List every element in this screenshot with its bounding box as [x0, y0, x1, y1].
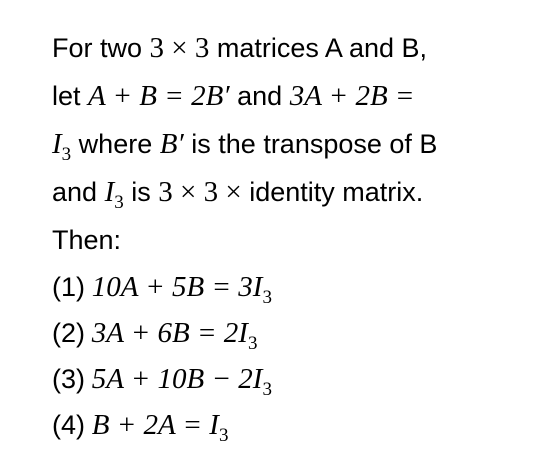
math-subscript: 3 — [114, 192, 124, 213]
option-expression: 10A + 5B = 3I — [91, 271, 263, 303]
math-expression: B′ — [159, 128, 184, 160]
option-label: (1) — [52, 272, 85, 302]
text: and — [52, 177, 105, 207]
option-1[interactable] — [52, 264, 532, 310]
math-identity-symbol: I — [104, 176, 115, 208]
math-expression: 3A + 2B = — [289, 80, 415, 112]
math-expression: A + B = 2B′ — [88, 80, 230, 112]
math-subscript: 3 — [218, 425, 229, 446]
option-label: (2) — [52, 318, 85, 348]
text: matrices A and B, — [209, 33, 427, 63]
option-3[interactable] — [52, 356, 532, 402]
text: For two — [52, 33, 150, 63]
math-subscript: 3 — [262, 379, 272, 400]
math-expression: 3 × 3 × — [158, 176, 242, 208]
math-expression: 3 × 3 — [149, 32, 210, 64]
math-subscript: 3 — [247, 333, 258, 354]
option-expression: B + 2A = I — [91, 409, 219, 441]
text: where — [71, 129, 160, 159]
math-identity-symbol: I — [52, 128, 62, 160]
question-line-1 — [52, 24, 532, 72]
option-expression: 3A + 6B = 2I — [91, 317, 248, 349]
text: let — [52, 81, 89, 111]
question-line-2 — [52, 72, 532, 120]
text: and — [229, 81, 290, 111]
option-label: (4) — [52, 410, 85, 440]
option-2[interactable] — [52, 310, 532, 356]
question-block — [52, 24, 532, 448]
math-subscript: 3 — [61, 144, 72, 165]
option-expression: 5A + 10B − 2I — [91, 363, 263, 395]
option-4[interactable] — [52, 402, 532, 448]
text: Then: — [52, 225, 122, 255]
text: is the transpose of B — [183, 129, 438, 159]
text: identity matrix. — [241, 177, 424, 207]
question-line-5 — [52, 216, 532, 264]
text: is — [123, 177, 159, 207]
question-line-3 — [52, 120, 532, 168]
math-subscript: 3 — [262, 287, 272, 308]
option-label: (3) — [52, 364, 85, 394]
question-line-4 — [52, 168, 532, 216]
